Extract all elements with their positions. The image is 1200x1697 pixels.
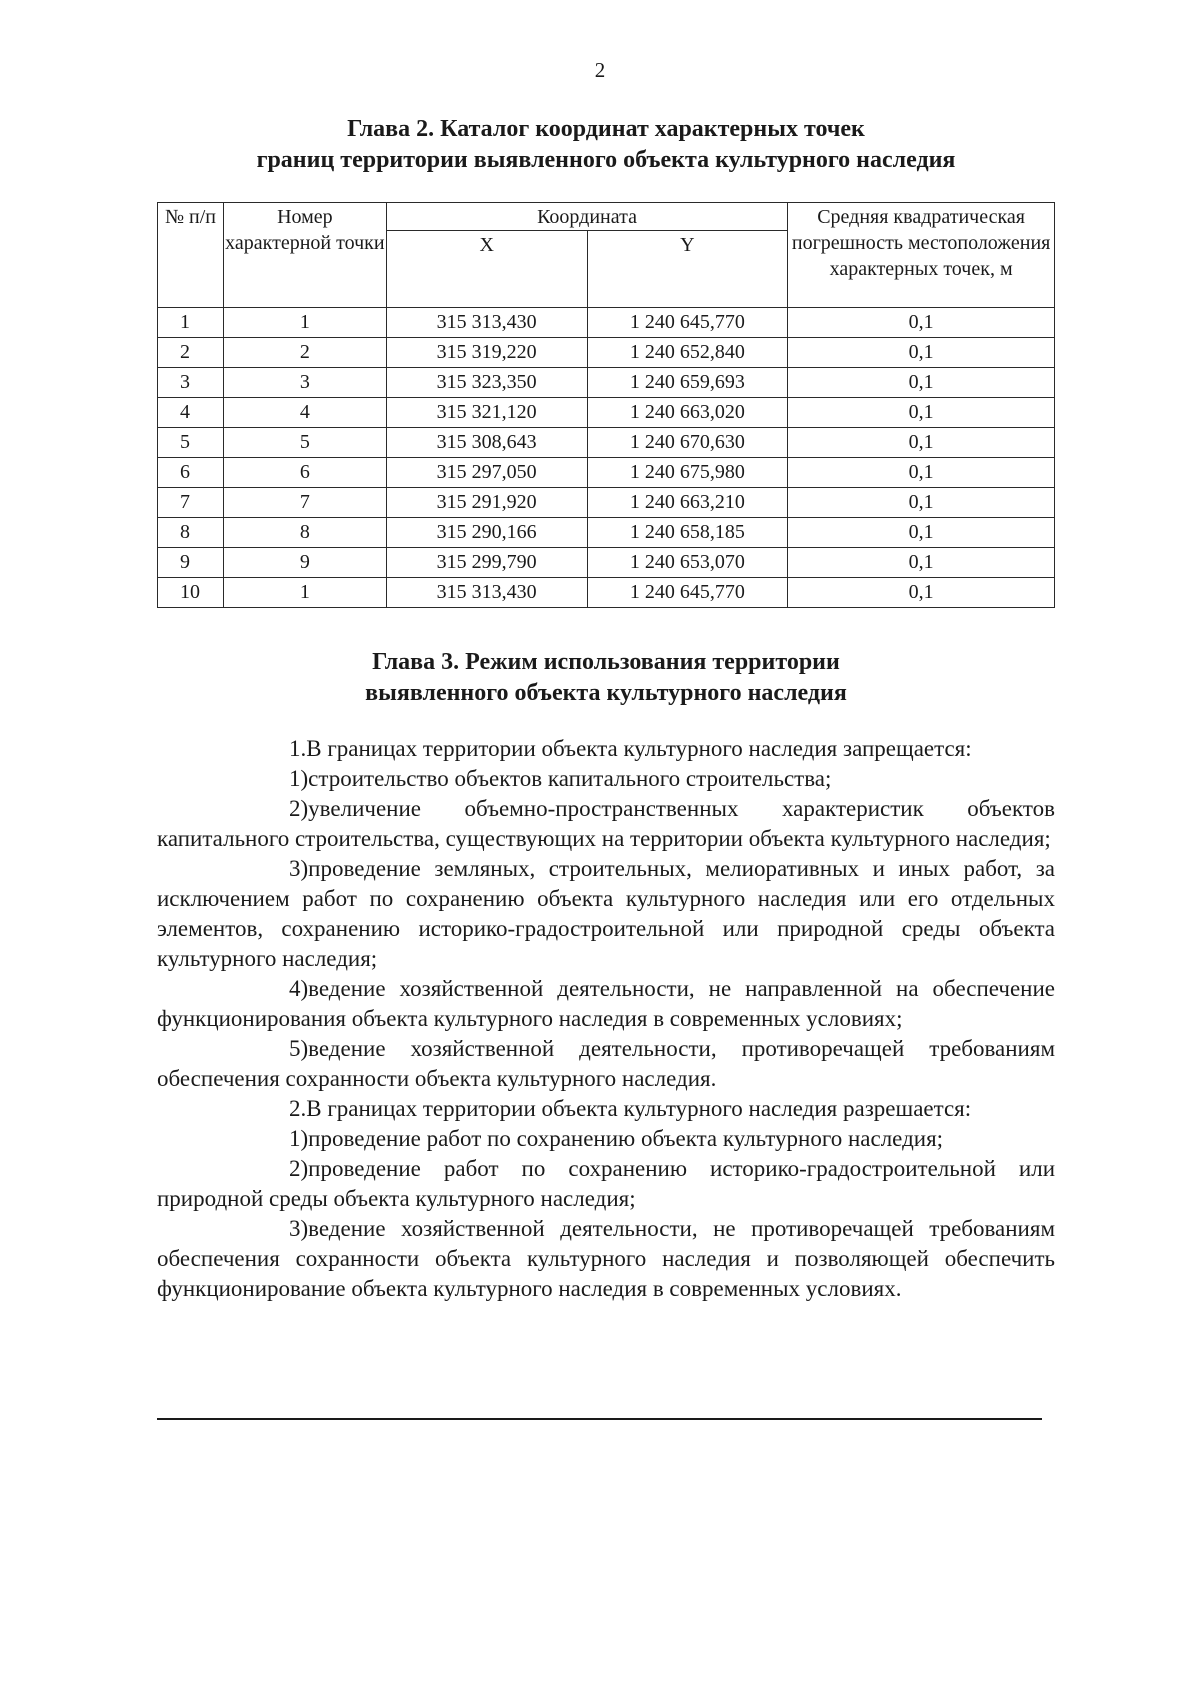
header-coordinate: Координата bbox=[386, 203, 787, 231]
chapter-2-title bbox=[157, 114, 1055, 176]
cell-x: 315 319,220 bbox=[386, 338, 587, 368]
list-item-text: проведение работ по сохранению историко-градостроительной или природной среды объекта культурного наследия; bbox=[157, 1156, 1055, 1211]
header-mean-square-error: Средняя квадратическая погрешность местоположения характерных точек, м bbox=[788, 203, 1055, 308]
list-item-text: В границах территории объекта культурного наследия запрещается: bbox=[306, 736, 972, 761]
cell-row-number: 6 bbox=[158, 458, 224, 488]
table-row bbox=[158, 368, 1055, 398]
cell-row-number: 4 bbox=[158, 398, 224, 428]
chapter-3-title bbox=[157, 647, 1055, 709]
chapter-2-title-line-1: Глава 2. Каталог координат характерных точек bbox=[347, 116, 865, 142]
list-item bbox=[157, 1034, 1055, 1094]
list-item bbox=[157, 854, 1055, 974]
cell-error: 0,1 bbox=[788, 518, 1055, 548]
cell-row-number: 3 bbox=[158, 368, 224, 398]
cell-row-number: 9 bbox=[158, 548, 224, 578]
cell-error: 0,1 bbox=[788, 398, 1055, 428]
table-row bbox=[158, 488, 1055, 518]
list-item bbox=[157, 1094, 1055, 1124]
chapter-3-title-line-1: Глава 3. Режим использования территории bbox=[372, 649, 840, 675]
list-item bbox=[157, 1154, 1055, 1214]
cell-x: 315 323,350 bbox=[386, 368, 587, 398]
table-row bbox=[158, 548, 1055, 578]
list-item-text: проведение земляных, строительных, мелиоративных и иных работ, за исключением работ по сохранению объекта культурного наследия или его отдельных элементов, сохранению историко-градостроительной или природной среды объекта культурного наследия; bbox=[157, 856, 1055, 971]
list-item bbox=[157, 1124, 1055, 1154]
chapter-3-body bbox=[157, 734, 1055, 1304]
list-marker: 2) bbox=[289, 1156, 309, 1181]
table-row bbox=[158, 428, 1055, 458]
cell-error: 0,1 bbox=[788, 548, 1055, 578]
cell-x: 315 297,050 bbox=[386, 458, 587, 488]
cell-point-number: 7 bbox=[223, 488, 386, 518]
list-marker: 1. bbox=[289, 736, 307, 761]
list-marker: 2) bbox=[289, 796, 309, 821]
end-divider-line bbox=[157, 1418, 1042, 1420]
cell-y: 1 240 658,185 bbox=[587, 518, 788, 548]
page-number: 2 bbox=[594, 58, 606, 82]
table-row bbox=[158, 458, 1055, 488]
table-row bbox=[158, 308, 1055, 338]
cell-y: 1 240 675,980 bbox=[587, 458, 788, 488]
cell-error: 0,1 bbox=[788, 368, 1055, 398]
chapter-3-title-line-2: выявленного объекта культурного наследия bbox=[365, 680, 847, 706]
cell-point-number: 8 bbox=[223, 518, 386, 548]
header-number: № п/п bbox=[158, 203, 224, 308]
cell-point-number: 3 bbox=[223, 368, 386, 398]
coordinates-table bbox=[157, 202, 1055, 608]
header-y: Y bbox=[587, 231, 788, 308]
list-item-text: проведение работ по сохранению объекта культурного наследия; bbox=[308, 1126, 944, 1151]
list-marker: 1) bbox=[289, 766, 309, 791]
header-x: X bbox=[386, 231, 587, 308]
cell-error: 0,1 bbox=[788, 458, 1055, 488]
cell-error: 0,1 bbox=[788, 578, 1055, 608]
list-item-text: увеличение объемно-пространственных характеристик объектов капитального строительства, существующих на территории объекта культурного наследия; bbox=[157, 796, 1055, 851]
cell-error: 0,1 bbox=[788, 308, 1055, 338]
cell-point-number: 1 bbox=[223, 308, 386, 338]
cell-point-number: 4 bbox=[223, 398, 386, 428]
list-item bbox=[157, 794, 1055, 854]
table-row bbox=[158, 338, 1055, 368]
cell-error: 0,1 bbox=[788, 428, 1055, 458]
cell-x: 315 321,120 bbox=[386, 398, 587, 428]
list-marker: 4) bbox=[289, 976, 309, 1001]
list-item-text: ведение хозяйственной деятельности, не направленной на обеспечение функционирования объекта культурного наследия в современных условиях; bbox=[157, 976, 1055, 1031]
cell-row-number: 8 bbox=[158, 518, 224, 548]
cell-row-number: 5 bbox=[158, 428, 224, 458]
table-row bbox=[158, 578, 1055, 608]
cell-y: 1 240 652,840 bbox=[587, 338, 788, 368]
list-item bbox=[157, 734, 1055, 764]
cell-x: 315 313,430 bbox=[386, 308, 587, 338]
cell-x: 315 308,643 bbox=[386, 428, 587, 458]
list-item bbox=[157, 1214, 1055, 1304]
chapter-2-title-line-2: границ территории выявленного объекта культурного наследия bbox=[256, 147, 956, 173]
cell-row-number: 2 bbox=[158, 338, 224, 368]
header-point-number: Номер характерной точки bbox=[223, 203, 386, 308]
cell-row-number: 1 bbox=[158, 308, 224, 338]
cell-x: 315 299,790 bbox=[386, 548, 587, 578]
list-item-text: ведение хозяйственной деятельности, не противоречащей требованиям обеспечения сохранности объекта культурного наследия и позволяющей обеспечить функционирование объекта культурного наследия в современных условиях. bbox=[157, 1216, 1055, 1301]
cell-y: 1 240 659,693 bbox=[587, 368, 788, 398]
cell-y: 1 240 670,630 bbox=[587, 428, 788, 458]
list-marker: 1) bbox=[289, 1126, 309, 1151]
list-item-text: ведение хозяйственной деятельности, противоречащей требованиям обеспечения сохранности объекта культурного наследия. bbox=[157, 1036, 1055, 1091]
cell-point-number: 5 bbox=[223, 428, 386, 458]
list-marker: 3) bbox=[289, 1216, 309, 1241]
cell-y: 1 240 663,210 bbox=[587, 488, 788, 518]
table-row bbox=[158, 398, 1055, 428]
cell-x: 315 290,166 bbox=[386, 518, 587, 548]
cell-y: 1 240 653,070 bbox=[587, 548, 788, 578]
cell-x: 315 313,430 bbox=[386, 578, 587, 608]
list-item-text: строительство объектов капитального строительства; bbox=[308, 766, 832, 791]
cell-y: 1 240 663,020 bbox=[587, 398, 788, 428]
list-item bbox=[157, 764, 1055, 794]
table-body bbox=[158, 308, 1055, 608]
table-row bbox=[158, 518, 1055, 548]
cell-error: 0,1 bbox=[788, 488, 1055, 518]
list-marker: 5) bbox=[289, 1036, 309, 1061]
cell-point-number: 1 bbox=[223, 578, 386, 608]
list-item bbox=[157, 974, 1055, 1034]
list-marker: 2. bbox=[289, 1096, 307, 1121]
cell-row-number: 7 bbox=[158, 488, 224, 518]
cell-y: 1 240 645,770 bbox=[587, 308, 788, 338]
cell-error: 0,1 bbox=[788, 338, 1055, 368]
cell-y: 1 240 645,770 bbox=[587, 578, 788, 608]
list-item-text: В границах территории объекта культурного наследия разрешается: bbox=[306, 1096, 972, 1121]
cell-x: 315 291,920 bbox=[386, 488, 587, 518]
cell-row-number: 10 bbox=[158, 578, 224, 608]
list-marker: 3) bbox=[289, 856, 309, 881]
cell-point-number: 6 bbox=[223, 458, 386, 488]
cell-point-number: 9 bbox=[223, 548, 386, 578]
cell-point-number: 2 bbox=[223, 338, 386, 368]
